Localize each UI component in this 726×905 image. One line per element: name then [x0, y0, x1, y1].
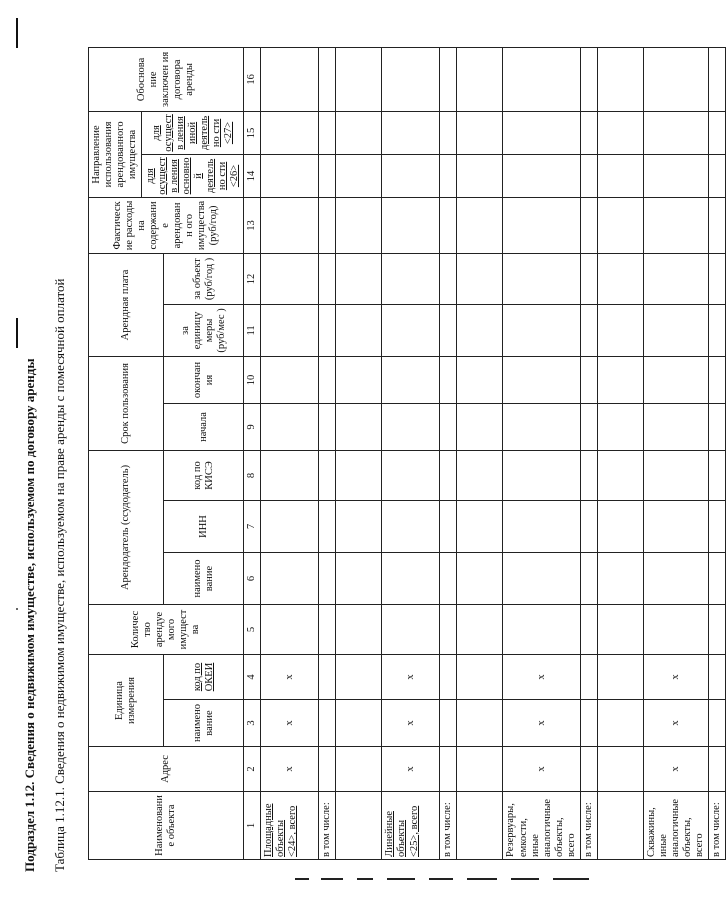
data-cell: [336, 450, 382, 500]
data-cell: [709, 604, 726, 654]
data-cell: [709, 304, 726, 356]
not-applicable-cell: x: [643, 747, 708, 792]
data-cell: [457, 604, 503, 654]
data-cell: [643, 111, 708, 154]
data-cell: [503, 111, 580, 154]
scan-dash: [553, 878, 589, 880]
data-cell: [382, 500, 440, 552]
col-num: 3: [244, 700, 261, 747]
header-address: Адрес: [89, 747, 244, 792]
data-cell: [597, 700, 643, 747]
data-cell: [440, 500, 457, 552]
header-expenses: Фактическ ие расходы на содержани е арендованн ого имущества (руб/год): [89, 197, 244, 253]
scan-dot: [16, 608, 18, 610]
col-num: 13: [244, 197, 261, 253]
data-cell: [643, 154, 708, 197]
table-row: [457, 47, 503, 859]
data-cell: [440, 47, 457, 111]
data-cell: [440, 253, 457, 304]
data-cell: [580, 403, 597, 450]
data-cell: [580, 111, 597, 154]
data-cell: [261, 197, 319, 253]
data-cell: [503, 403, 580, 450]
data-cell: [457, 450, 503, 500]
scan-dash: [467, 878, 497, 880]
row-name-cell: Резервуары, емкости, иные аналогичные объекты, всего: [503, 792, 580, 860]
data-cell: [597, 747, 643, 792]
data-cell: [457, 253, 503, 304]
table-row: [580, 47, 597, 859]
data-cell: [382, 604, 440, 654]
not-applicable-cell: x: [503, 700, 580, 747]
data-cell: [319, 654, 336, 699]
data-cell: [382, 552, 440, 604]
row-name-cell: [597, 792, 643, 860]
header-unit: Единица измерения: [89, 654, 164, 746]
header-name: Наименование объекта: [89, 792, 244, 860]
data-cell: [597, 500, 643, 552]
table-title: Таблица 1.12.1. Сведения о недвижимом имуществе, используемом на праве аренды с помесячной оплатой: [52, 278, 67, 872]
col-num: 15: [244, 111, 261, 154]
data-cell: [382, 47, 440, 111]
data-cell: [336, 154, 382, 197]
data-cell: [336, 111, 382, 154]
row-name-cell: в том числе:: [319, 792, 336, 860]
data-cell: [597, 154, 643, 197]
data-cell: [336, 654, 382, 699]
not-applicable-cell: x: [503, 747, 580, 792]
data-cell: [709, 154, 726, 197]
data-cell: [319, 500, 336, 552]
row-name-cell: в том числе:: [709, 792, 726, 860]
row-name-cell: [457, 792, 503, 860]
data-cell: [709, 700, 726, 747]
subsection-title: Подраздел 1.12. Сведения о недвижимом имуществе, используемом по договору аренды: [22, 358, 37, 872]
data-cell: [440, 552, 457, 604]
data-cell: [709, 450, 726, 500]
data-cell: [709, 47, 726, 111]
scan-dash: [357, 878, 373, 880]
data-cell: [336, 500, 382, 552]
header-other-activity: для осуществ ления иной деятельно сти <27>: [142, 111, 244, 154]
col-num: 8: [244, 450, 261, 500]
data-cell: [261, 304, 319, 356]
data-cell: [319, 450, 336, 500]
data-cell: [709, 253, 726, 304]
col-num: 9: [244, 403, 261, 450]
header-quantity: Количес тво арендуе мого имущест ва: [89, 604, 244, 654]
data-cell: [597, 552, 643, 604]
data-cell: [597, 304, 643, 356]
data-cell: [261, 450, 319, 500]
data-cell: [319, 47, 336, 111]
data-cell: [336, 403, 382, 450]
data-cell: [261, 604, 319, 654]
data-cell: [503, 197, 580, 253]
data-cell: [261, 253, 319, 304]
data-cell: [336, 747, 382, 792]
data-cell: [503, 253, 580, 304]
data-cell: [457, 552, 503, 604]
data-cell: [319, 154, 336, 197]
data-cell: [382, 253, 440, 304]
data-cell: [503, 47, 580, 111]
data-cell: [319, 111, 336, 154]
col-num: 10: [244, 356, 261, 403]
data-cell: [440, 700, 457, 747]
binding-mark-middle: [16, 318, 18, 348]
data-cell: [261, 111, 319, 154]
col-num: 11: [244, 304, 261, 356]
col-num: 6: [244, 552, 261, 604]
data-cell: [643, 356, 708, 403]
not-applicable-cell: x: [503, 654, 580, 699]
col-num: 4: [244, 654, 261, 699]
data-cell: [503, 154, 580, 197]
header-rent: Арендная плата: [89, 253, 164, 356]
data-cell: [382, 403, 440, 450]
col-num: 14: [244, 154, 261, 197]
table-row: [336, 47, 382, 859]
header-start: начала: [164, 403, 244, 450]
data-cell: [580, 154, 597, 197]
data-cell: [580, 356, 597, 403]
data-cell: [382, 111, 440, 154]
row-name-cell: Линейные объекты <25>, всего: [382, 792, 440, 860]
header-unit-name: наимено вание: [164, 700, 244, 747]
data-cell: [261, 47, 319, 111]
scan-edge-marks: [295, 878, 595, 880]
data-cell: [440, 111, 457, 154]
data-cell: [440, 356, 457, 403]
table-row: [319, 47, 336, 859]
data-cell: [440, 403, 457, 450]
data-cell: [709, 500, 726, 552]
data-cell: [580, 253, 597, 304]
data-cell: [336, 604, 382, 654]
row-name-cell: в том числе:: [440, 792, 457, 860]
data-cell: [336, 304, 382, 356]
row-name-cell: Скважины, иные аналогичные объекты, всего: [643, 792, 708, 860]
col-num: 2: [244, 747, 261, 792]
row-name-cell: в том числе:: [580, 792, 597, 860]
data-cell: [580, 700, 597, 747]
data-cell: [643, 304, 708, 356]
data-cell: [503, 356, 580, 403]
data-cell: [382, 154, 440, 197]
not-applicable-cell: x: [261, 700, 319, 747]
scan-dash: [429, 878, 453, 880]
data-cell: [580, 197, 597, 253]
data-cell: [597, 356, 643, 403]
data-cell: [440, 604, 457, 654]
data-cell: [709, 654, 726, 699]
header-lessor: Арендодатель (ссудодатель): [89, 450, 164, 604]
data-cell: [457, 111, 503, 154]
data-cell: [440, 304, 457, 356]
table-row: [503, 47, 580, 859]
data-cell: [643, 500, 708, 552]
scan-dash: [387, 878, 415, 880]
data-cell: [440, 197, 457, 253]
data-cell: [336, 552, 382, 604]
header-term: Срок пользования: [89, 356, 164, 450]
data-cell: [336, 253, 382, 304]
data-cell: [643, 403, 708, 450]
data-cell: [580, 450, 597, 500]
data-cell: [457, 747, 503, 792]
data-cell: [319, 253, 336, 304]
data-cell: [319, 197, 336, 253]
data-cell: [319, 356, 336, 403]
col-num: 16: [244, 47, 261, 111]
data-cell: [597, 111, 643, 154]
data-cell: [382, 450, 440, 500]
data-cell: [503, 552, 580, 604]
data-cell: [709, 747, 726, 792]
data-cell: [503, 500, 580, 552]
data-cell: [319, 552, 336, 604]
table-row: [597, 47, 643, 859]
data-cell: [709, 356, 726, 403]
table-body: [261, 47, 726, 859]
data-cell: [457, 304, 503, 356]
header-main-activity: для осуществ ления основной деятельно сти <26>: [142, 154, 244, 197]
not-applicable-cell: x: [261, 747, 319, 792]
data-cell: [382, 356, 440, 403]
table-row: [382, 47, 440, 859]
data-cell: [597, 197, 643, 253]
scan-dash: [321, 878, 343, 880]
data-cell: [457, 403, 503, 450]
data-cell: [643, 253, 708, 304]
data-cell: [597, 403, 643, 450]
data-cell: [580, 304, 597, 356]
data-cell: [457, 356, 503, 403]
data-cell: [597, 450, 643, 500]
data-cell: [457, 154, 503, 197]
binding-mark-top: [16, 18, 18, 48]
data-cell: [643, 552, 708, 604]
data-cell: [382, 197, 440, 253]
data-cell: [709, 403, 726, 450]
data-cell: [261, 500, 319, 552]
row-name-cell: [336, 792, 382, 860]
header-lessor-name: наимено вание: [164, 552, 244, 604]
data-cell: [643, 604, 708, 654]
table-row: [709, 47, 726, 859]
scan-dash: [511, 878, 539, 880]
data-cell: [709, 197, 726, 253]
data-cell: [336, 197, 382, 253]
data-cell: [643, 47, 708, 111]
rotated-table-container: [88, 48, 723, 860]
header-end: окончан ия: [164, 356, 244, 403]
data-cell: [336, 700, 382, 747]
data-cell: [261, 356, 319, 403]
data-cell: [336, 356, 382, 403]
lease-table: [88, 47, 726, 860]
header-kise: код по КИСЭ: [164, 450, 244, 500]
not-applicable-cell: x: [643, 654, 708, 699]
not-applicable-cell: x: [382, 747, 440, 792]
data-cell: [503, 304, 580, 356]
table-row: [440, 47, 457, 859]
not-applicable-cell: x: [261, 654, 319, 699]
data-cell: [319, 747, 336, 792]
data-cell: [457, 700, 503, 747]
data-cell: [457, 197, 503, 253]
col-num: 5: [244, 604, 261, 654]
col-num: 1: [244, 792, 261, 860]
data-cell: [643, 450, 708, 500]
data-cell: [580, 604, 597, 654]
data-cell: [580, 654, 597, 699]
data-cell: [709, 552, 726, 604]
header-per-unit: за единицу меры (руб/мес ): [164, 304, 244, 356]
row-name-cell: Площадные объекты <24>, всего: [261, 792, 319, 860]
table-row: [643, 47, 708, 859]
data-cell: [580, 47, 597, 111]
header-per-object: за объект (руб/год ): [164, 253, 244, 304]
data-cell: [440, 747, 457, 792]
data-cell: [319, 403, 336, 450]
data-cell: [457, 47, 503, 111]
data-cell: [580, 500, 597, 552]
col-num: 12: [244, 253, 261, 304]
not-applicable-cell: x: [382, 700, 440, 747]
data-cell: [261, 403, 319, 450]
data-cell: [440, 154, 457, 197]
data-cell: [503, 450, 580, 500]
table-row: [261, 47, 319, 859]
column-numbers-row: [244, 47, 261, 859]
col-num: 7: [244, 500, 261, 552]
data-cell: [440, 654, 457, 699]
data-cell: [261, 154, 319, 197]
header-justification: Обоснова ние заключен ия договора аренды: [89, 47, 244, 111]
header-inn: ИНН: [164, 500, 244, 552]
data-cell: [643, 197, 708, 253]
data-cell: [319, 304, 336, 356]
data-cell: [382, 304, 440, 356]
not-applicable-cell: x: [643, 700, 708, 747]
header-direction: Направление использования арендованного имущества: [89, 111, 142, 197]
data-cell: [597, 253, 643, 304]
data-cell: [597, 654, 643, 699]
data-cell: [440, 450, 457, 500]
data-cell: [597, 47, 643, 111]
data-cell: [580, 747, 597, 792]
data-cell: [319, 604, 336, 654]
data-cell: [457, 654, 503, 699]
data-cell: [503, 604, 580, 654]
not-applicable-cell: x: [382, 654, 440, 699]
data-cell: [319, 700, 336, 747]
data-cell: [457, 500, 503, 552]
data-cell: [261, 552, 319, 604]
data-cell: [709, 111, 726, 154]
data-cell: [597, 604, 643, 654]
header-unit-code: код по ОКЕИ: [164, 654, 244, 699]
scan-dash: [295, 878, 309, 880]
data-cell: [336, 47, 382, 111]
data-cell: [580, 552, 597, 604]
